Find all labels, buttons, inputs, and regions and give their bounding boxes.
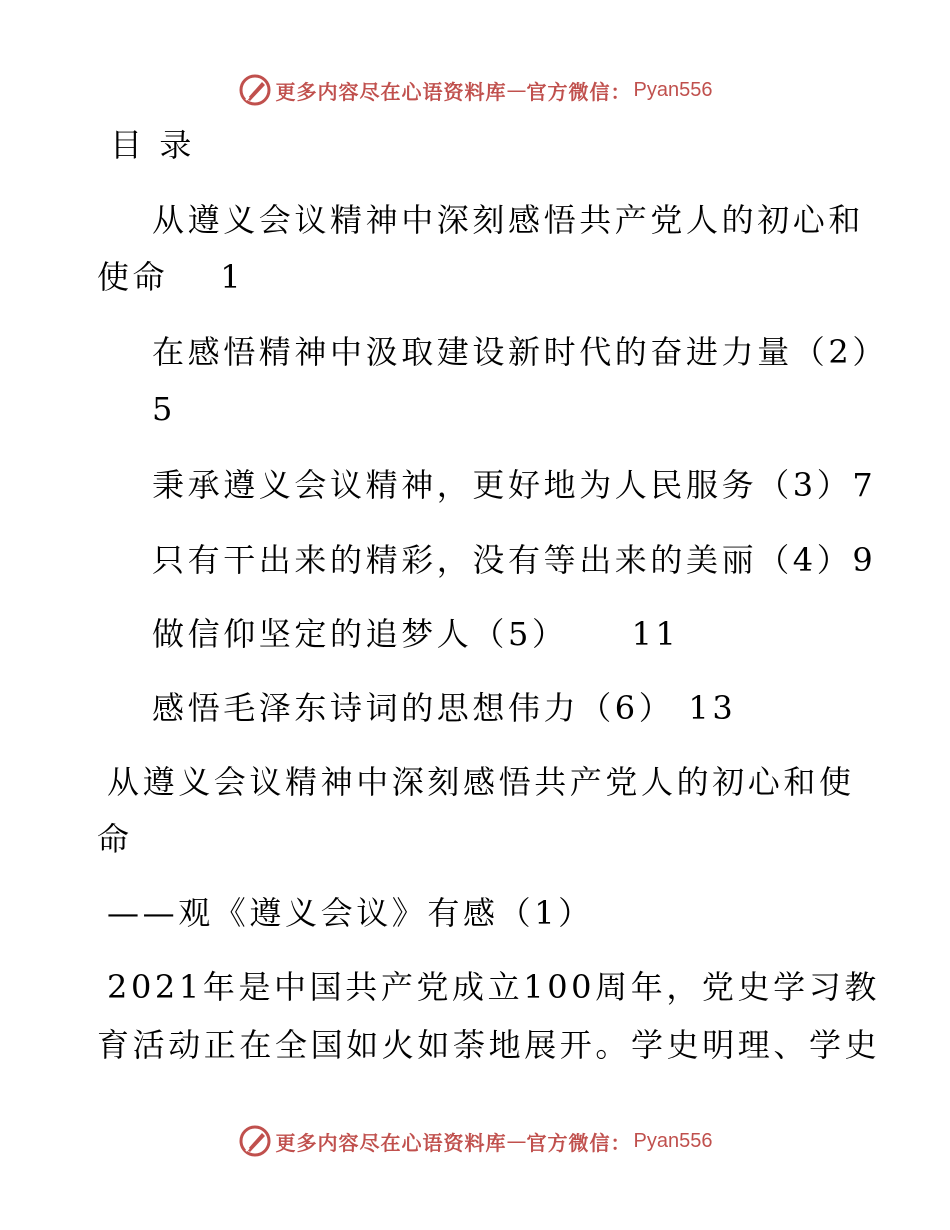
toc-item-4 bbox=[152, 540, 876, 580]
watermark-site-name: 更多内容尽在心语资料库 bbox=[275, 1130, 507, 1155]
toc-item-6 bbox=[152, 688, 736, 728]
toc-item-5-page: 11 bbox=[631, 615, 680, 653]
watermark-wechat-id: Pyan556 bbox=[633, 78, 713, 101]
toc-item-1-title-end: 使命 bbox=[97, 258, 169, 296]
toc-item-6-title: 感悟毛泽东诗词的思想伟力（6） bbox=[152, 689, 675, 727]
toc-item-5-title: 做信仰坚定的追梦人（5） bbox=[152, 615, 568, 653]
article-body-line2: 育活动正在全国如火如荼地展开。学史明理、学史 bbox=[97, 1026, 881, 1064]
watermark-dash: — bbox=[506, 78, 527, 102]
watermark-wechat-id: Pyan556 bbox=[633, 1129, 713, 1152]
toc-item-3-page: 7 bbox=[852, 466, 877, 504]
article-title-line1: 从遵义会议精神中深刻感悟共产党人的初心和使 bbox=[107, 763, 855, 801]
toc-item-4-title: 只有干出来的精彩，没有等出来的美丽（4） bbox=[152, 541, 853, 579]
toc-item-2-title: 在感悟精神中汲取建设新时代的奋进力量（2） bbox=[152, 333, 888, 371]
toc-heading: 目 录 bbox=[110, 126, 195, 164]
watermark-dash: — bbox=[506, 1129, 527, 1153]
toc-item-4-page: 9 bbox=[852, 541, 877, 579]
toc-item-1-page: 1 bbox=[220, 258, 245, 296]
toc-item-3-title: 秉承遵义会议精神，更好地为人民服务（3） bbox=[152, 466, 853, 504]
watermark-wechat-label: 官方微信： bbox=[526, 1130, 632, 1155]
watermark-header bbox=[0, 70, 950, 110]
watermark-footer bbox=[0, 1121, 950, 1161]
watermark-wechat-label: 官方微信： bbox=[526, 79, 632, 104]
toc-item-6-page: 13 bbox=[688, 689, 737, 727]
article-body-line1: 2021年是中国共产党成立100周年，党史学习教 bbox=[107, 968, 880, 1006]
toc-item-3 bbox=[152, 465, 876, 505]
toc-item-1-line2 bbox=[97, 257, 244, 297]
article-subtitle: ——观《遵义会议》有感（1） bbox=[107, 894, 594, 932]
toc-item-2-page: 5 bbox=[152, 390, 176, 428]
quill-pen-logo-icon bbox=[238, 1124, 272, 1158]
watermark-site-name: 更多内容尽在心语资料库 bbox=[275, 79, 507, 104]
article-title-line2: 命 bbox=[97, 820, 133, 858]
toc-item-5 bbox=[152, 614, 679, 654]
quill-pen-logo-icon bbox=[238, 73, 272, 107]
toc-item-1-line1: 从遵义会议精神中深刻感悟共产党人的初心和 bbox=[152, 201, 865, 239]
